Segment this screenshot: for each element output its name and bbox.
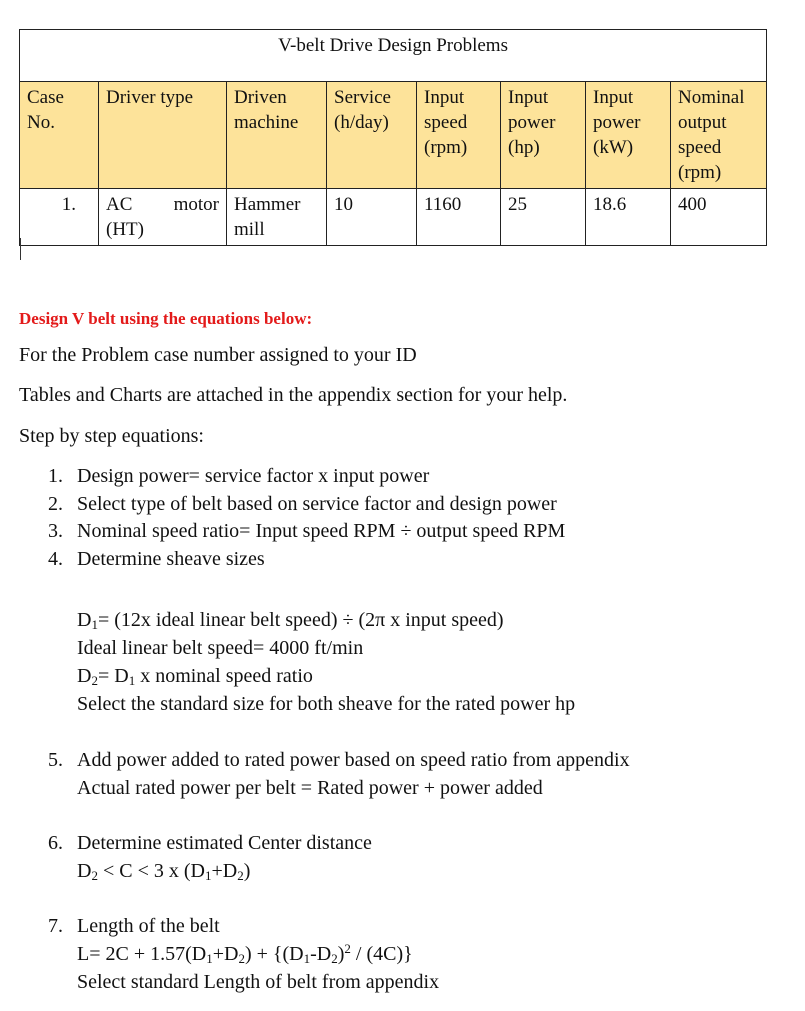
cell-input-speed: 1160 bbox=[417, 189, 501, 246]
sheave-equations bbox=[77, 606, 575, 718]
cell-input-power-kw: 18.6 bbox=[586, 189, 671, 246]
header-output-speed: Nominal output speed (rpm) bbox=[671, 82, 767, 189]
header-input-power-hp: Input power (hp) bbox=[501, 82, 586, 189]
header-driven-machine: Driven machine bbox=[227, 82, 327, 189]
header-case: Case No. bbox=[20, 82, 99, 189]
cell-output-speed: 400 bbox=[671, 189, 767, 246]
step-7: 7. Length of the belt bbox=[48, 915, 220, 937]
list-item: 4. Determine sheave sizes bbox=[48, 547, 265, 570]
header-driver-type: Driver type bbox=[99, 82, 227, 189]
header-input-speed: Input speed (rpm) bbox=[417, 82, 501, 189]
cell-driven-machine: Hammer mill bbox=[227, 189, 327, 246]
list-item: 2. Select type of belt based on service factor and design power bbox=[48, 492, 557, 515]
section-heading: Design V belt using the equations below: bbox=[19, 309, 313, 328]
step-6: 6. Determine estimated Center distance bbox=[48, 832, 372, 854]
equation-ideal-speed: Ideal linear belt speed= 4000 ft/min bbox=[77, 637, 364, 659]
belt-length-select-note: Select standard Length of belt from appendix bbox=[77, 971, 440, 993]
list-item: 1. Design power= service factor x input power bbox=[48, 465, 430, 487]
belt-length-formula: $L= 2C + 1.57(D_1+D_2) + \{(D_1-D_2)^2 / (4C)\}$ bbox=[77, 941, 413, 966]
cell-service: 10 bbox=[327, 189, 417, 246]
header-service: Service (h/day) bbox=[327, 82, 417, 189]
text-cursor bbox=[20, 238, 21, 260]
step-5: 5. Add power added to rated power based on speed ratio from appendix bbox=[48, 749, 630, 771]
cell-input-power-hp: 25 bbox=[501, 189, 586, 246]
steps-list bbox=[48, 463, 565, 573]
equation-d2: $D_2= D_1$ x nominal speed ratio bbox=[77, 665, 313, 688]
header-input-power-kw: Input power (kW) bbox=[586, 82, 671, 189]
center-distance-formula: $D_2 < C < 3$ x $(D_1+D_2)$ bbox=[77, 860, 251, 883]
step-5-detail: Actual rated power per belt = Rated power + power added bbox=[77, 777, 543, 799]
table-title: V-belt Drive Design Problems bbox=[20, 30, 767, 82]
intro-paragraph-3: Step by step equations: bbox=[19, 425, 204, 447]
sheave-select-note: Select the standard size for both sheave for the rated power hp bbox=[77, 693, 576, 715]
intro-paragraph-1: For the Problem case number assigned to your ID bbox=[19, 344, 417, 366]
problems-table bbox=[19, 29, 767, 246]
header-row bbox=[20, 82, 767, 189]
intro-paragraph-2: Tables and Charts are attached in the appendix section for your help. bbox=[19, 384, 568, 406]
cell-driver-type: AC motor (HT) bbox=[99, 189, 227, 246]
cell-case: 1. bbox=[20, 189, 99, 246]
equation-d1: $D_1= (12x$ ideal linear belt speed) ÷ (2π x input speed) bbox=[77, 609, 504, 632]
list-item: 3. Nominal speed ratio= Input speed RPM ÷ output speed RPM bbox=[48, 520, 566, 542]
table-row bbox=[20, 189, 767, 246]
